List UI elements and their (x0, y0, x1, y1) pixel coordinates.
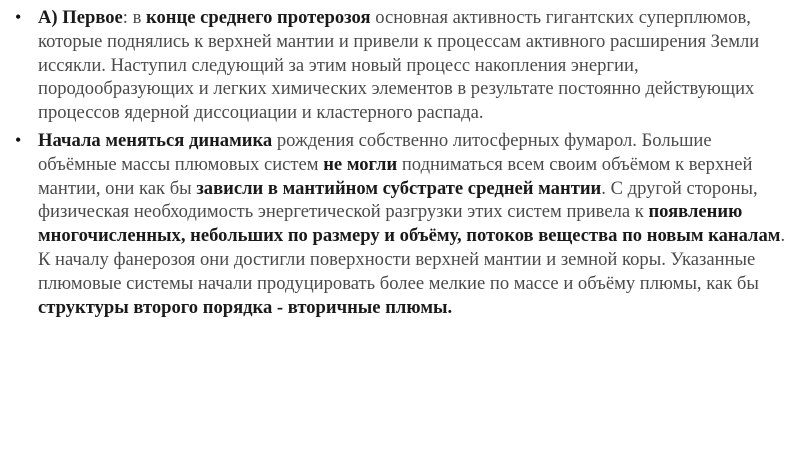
bullet-dot-icon: • (15, 7, 22, 27)
text-segment: подниматься всем своим объёмом к верхней мантии, они как бы (38, 153, 753, 199)
bold-text-segment: А) Первое (38, 7, 123, 28)
text-segment: рождения собственно литосферных фумарол. Большие объёмные массы плюмовых систем (38, 129, 712, 175)
bold-text-segment: не могли (323, 153, 398, 175)
bullet-item (14, 6, 786, 125)
bold-text-segment: зависли в мантийном субстрате средней мантии (196, 177, 602, 199)
bold-text-segment: конце среднего протерозоя (146, 7, 371, 28)
bullet-paragraph (38, 6, 786, 125)
bold-text-segment: динамика (188, 129, 273, 151)
text-segment: . К началу фанерозоя они достигли поверхности верхней мантии и земной коры. Указанные плюмовые системы начали продуцировать более мелкие по массе и объёму плюмы, как бы (38, 225, 786, 294)
bullet-list (14, 6, 786, 319)
text-segment: : в (122, 7, 147, 28)
bold-text-segment: появлению многочисленных, небольших по размеру и объёму, потоков вещества по новым каналам (38, 201, 781, 247)
bullet-item (14, 129, 786, 319)
text-segment: . С другой стороны, физическая необходимость энергетической разгрузки этих систем привела к (38, 177, 758, 223)
bullet-dot-icon: • (15, 129, 22, 150)
text-segment: основная активность гигантских суперплюмов, которые поднялись к верхней мантии и привели к процессам активного расширения Земли иссякли. Наступил следующий за этим новый процесс накопления энергии, породообразующих и легких химических элементов в результате постоянно действующих процессов ядерной диссоциации и кластерного распада. (38, 7, 760, 124)
bold-text-segment: Начала меняться (38, 129, 185, 151)
bold-text-segment: структуры второго порядка - вторичные плюмы. (38, 296, 453, 318)
bullet-paragraph (38, 129, 786, 319)
